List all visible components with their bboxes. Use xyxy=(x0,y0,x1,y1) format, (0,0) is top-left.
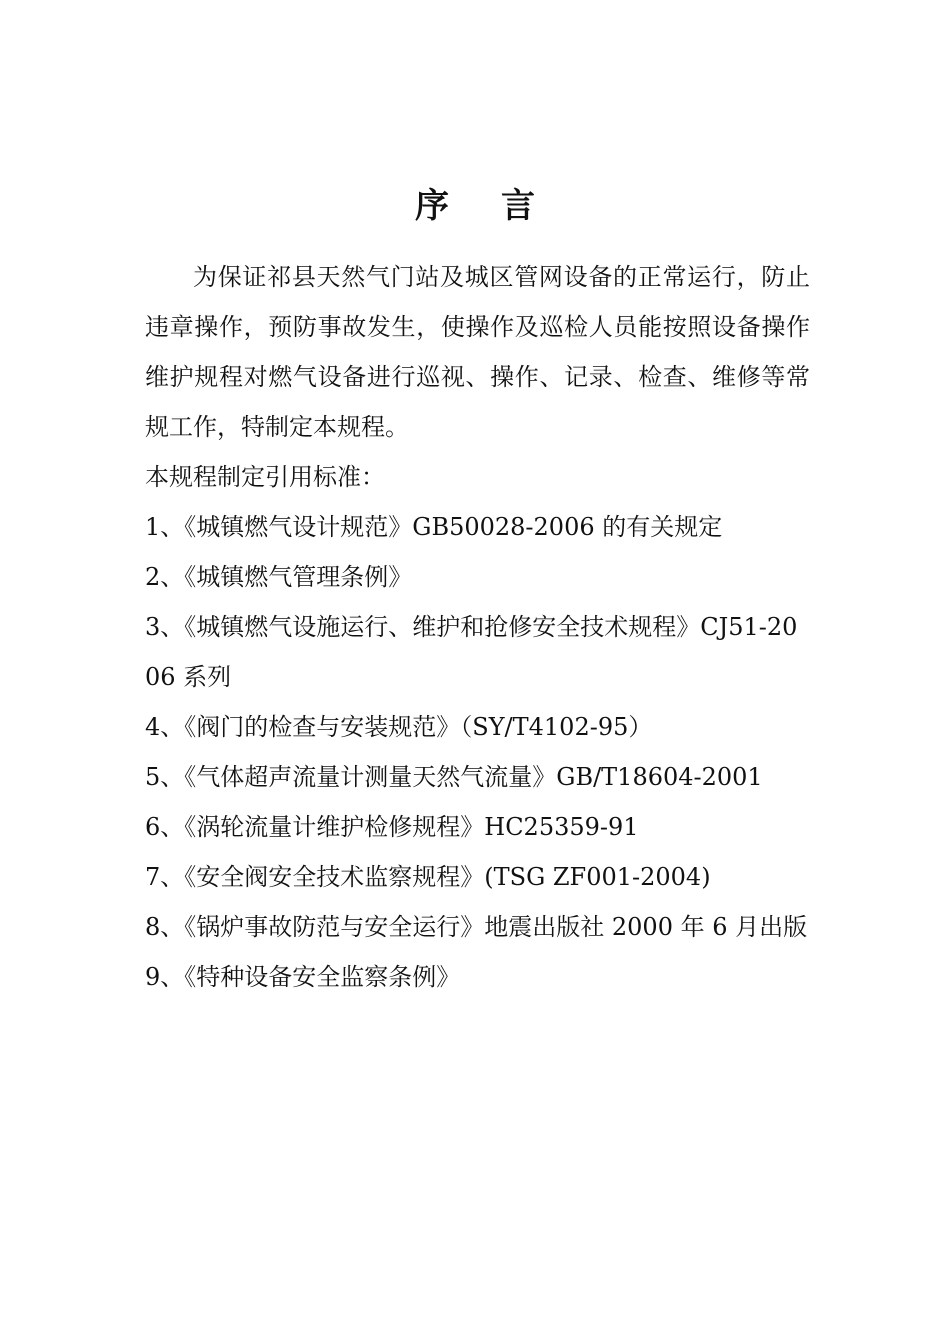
standard-item-3: 3、《城镇燃气设施运行、维护和抢修安全技术规程》CJ51-2006 系列 xyxy=(145,613,798,691)
standards-heading: 本规程制定引用标准： xyxy=(145,463,385,491)
page-title xyxy=(0,178,950,227)
standard-item-6: 6、《涡轮流量计维护检修规程》HC25359-91 xyxy=(145,813,639,841)
standard-item-1: 1、《城镇燃气设计规范》GB50028-2006 的有关规定 xyxy=(145,513,723,541)
standard-item-8: 8、《锅炉事故防范与安全运行》地震出版社 2000 年 6 月出版 xyxy=(145,913,808,941)
title-char-2: 言 xyxy=(501,186,535,226)
intro-paragraph: 为保证祁县天然气门站及城区管网设备的正常运行，防止违章操作，预防事故发生，使操作及巡检人员能按照设备操作维护规程对燃气设备进行巡视、操作、记录、检查、维修等常规工作，特制定本规程。 xyxy=(145,263,810,441)
standard-item-9: 9、《特种设备安全监察条例》 xyxy=(145,963,461,991)
standard-item-7: 7、《安全阀安全技术监察规程》(TSG ZF001-2004) xyxy=(145,863,711,891)
standard-item-5: 5、《气体超声流量计测量天然气流量》GB/T18604-2001 xyxy=(145,763,763,791)
title-char-1: 序 xyxy=(415,186,449,226)
standard-item-4: 4、《阀门的检查与安装规范》（SY/T4102-95） xyxy=(145,713,653,741)
standard-item-2: 2、《城镇燃气管理条例》 xyxy=(145,563,413,591)
document-body xyxy=(145,252,810,1002)
